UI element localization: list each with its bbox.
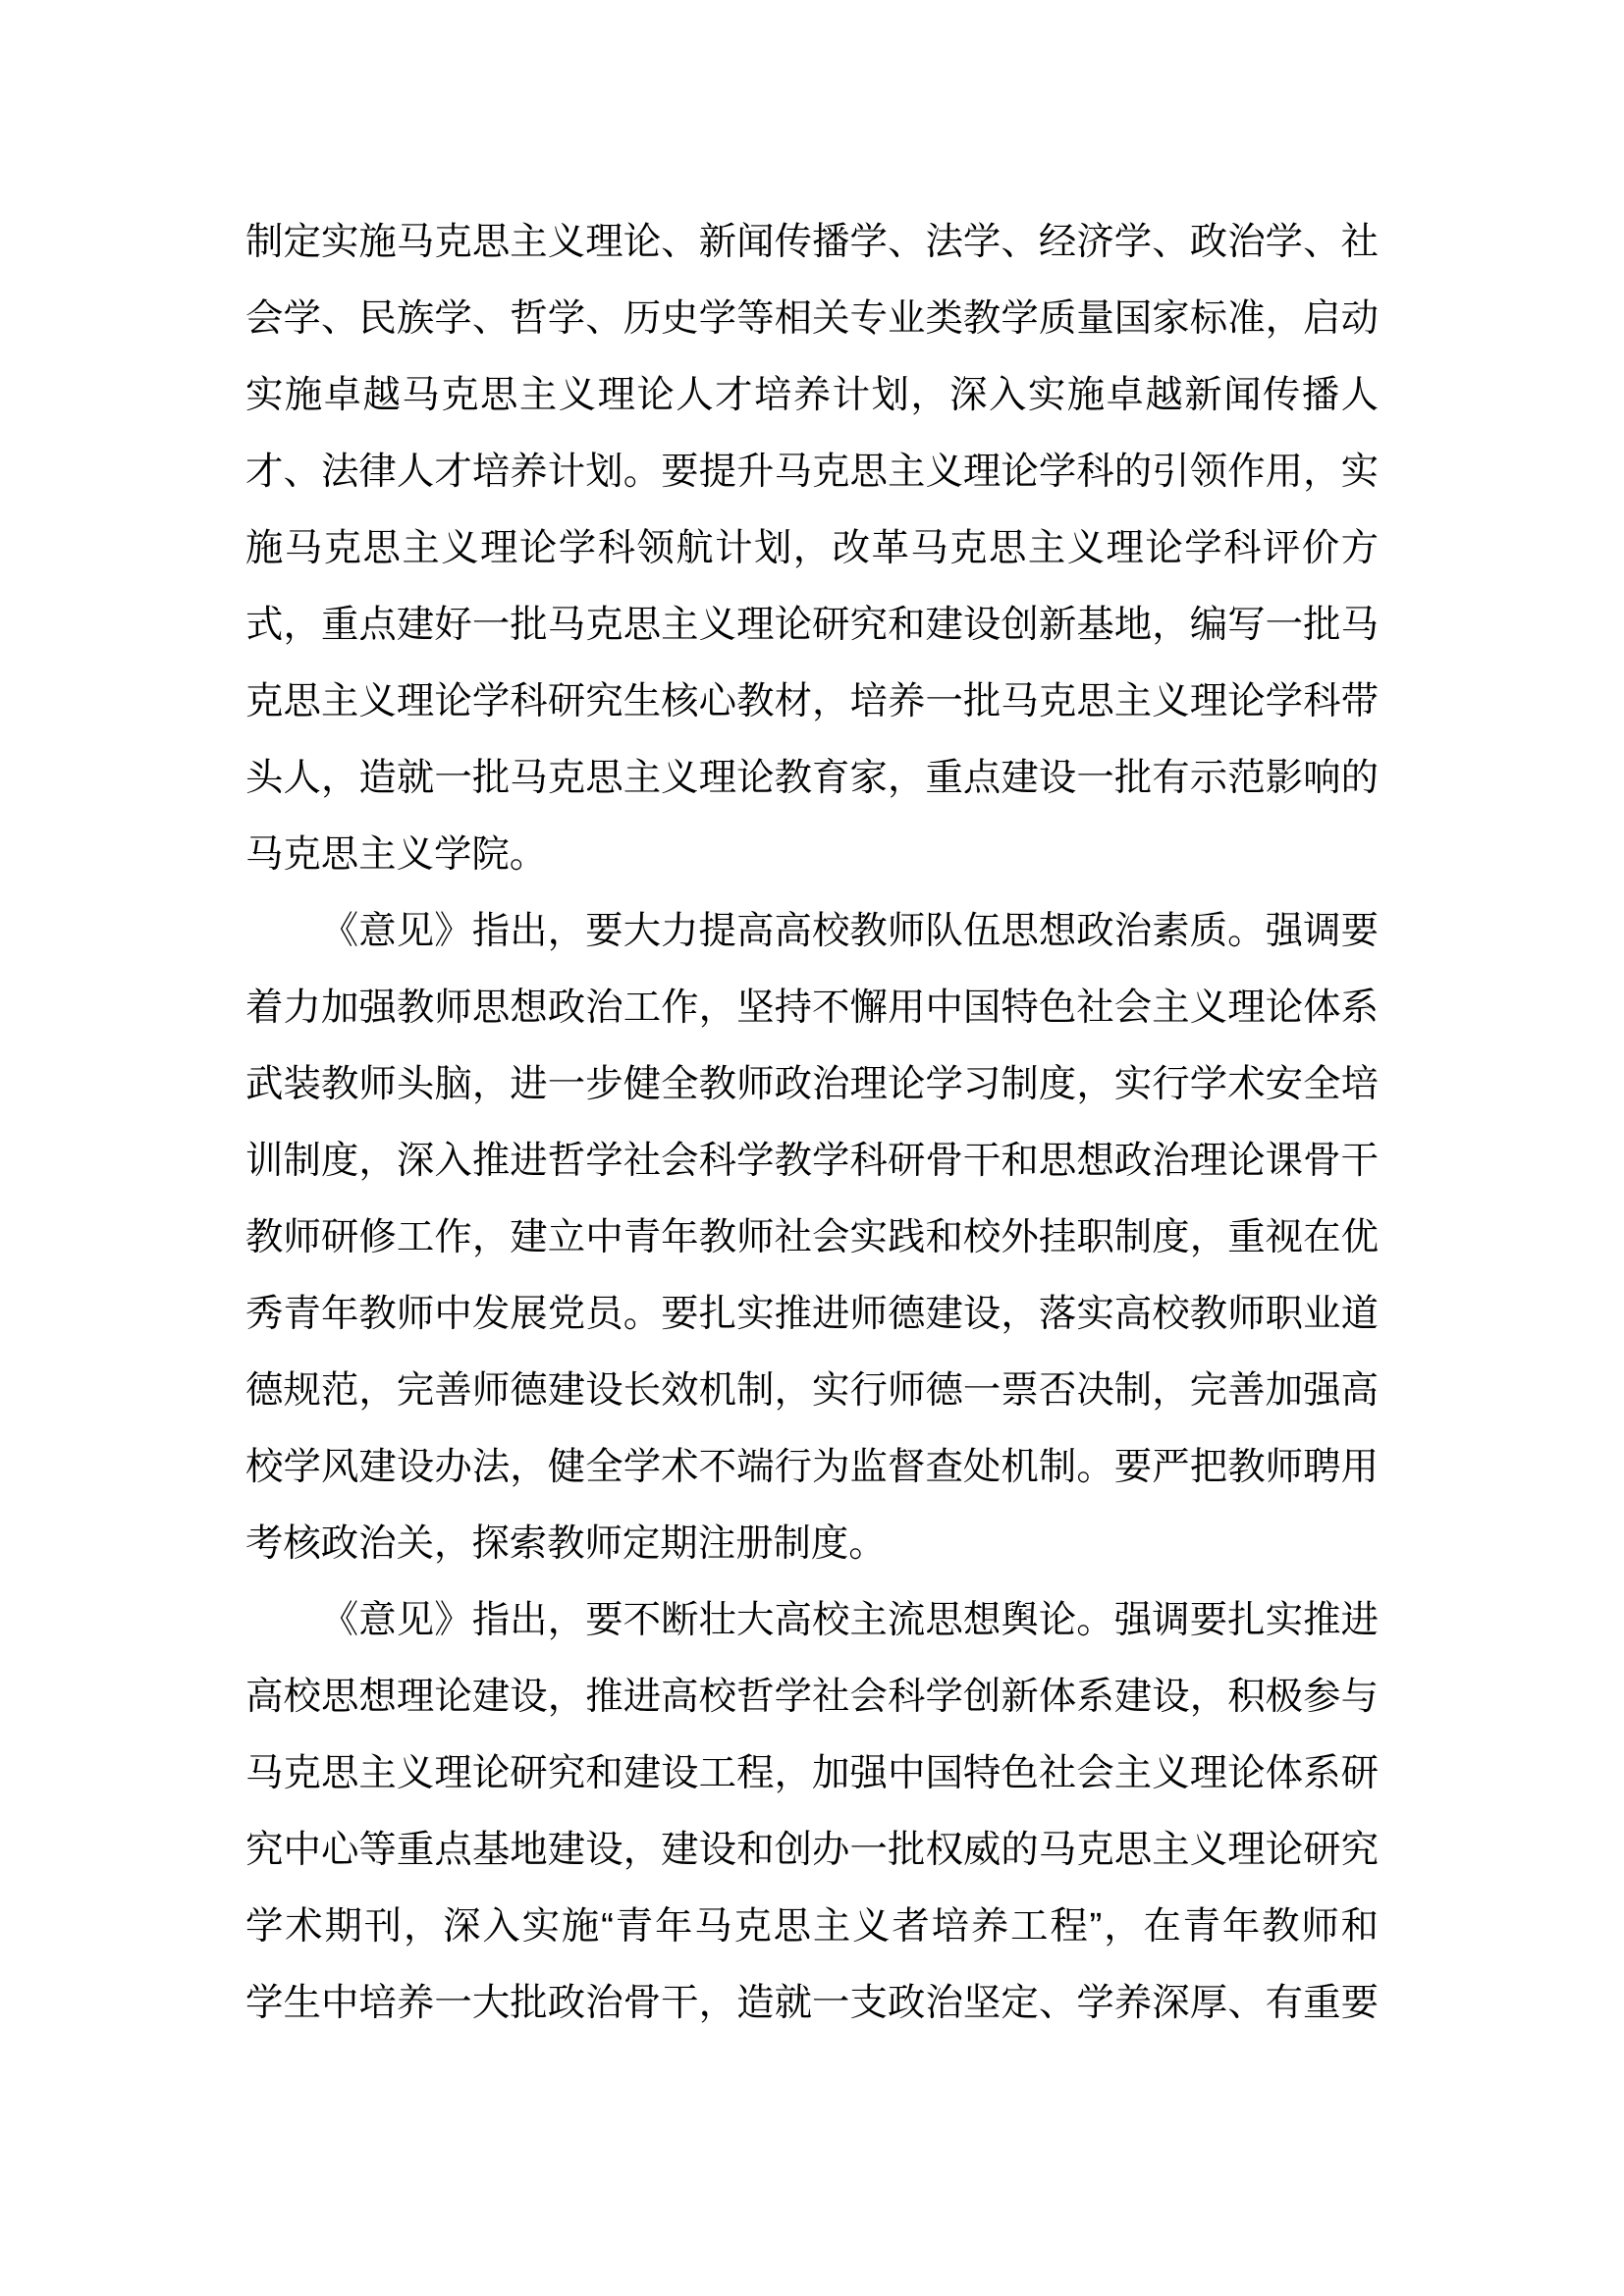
text-line: 德规范，完善师德建设长效机制，实行师德一票否决制，完善加强高 — [245, 1369, 1379, 1412]
text-line: 校学风建设办法，健全学术不端行为监督查处机制。要严把教师聘用 — [245, 1446, 1379, 1488]
text-line: 头人，造就一批马克思主义理论教育家，重点建设一批有示范影响的 — [245, 757, 1379, 799]
text-line: 学术期刊，深入实施“青年马克思主义者培养工程”，在青年教师和 — [245, 1905, 1379, 1948]
text-line: 马克思主义学院。 — [245, 833, 548, 876]
text-line: 着力加强教师思想政治工作，坚持不懈用中国特色社会主义理论体系 — [245, 987, 1379, 1029]
text-line: 武装教师头脑，进一步健全教师政治理论学习制度，实行学术安全培 — [245, 1063, 1379, 1105]
paragraph — [245, 204, 1379, 893]
text-line: 实施卓越马克思主义理论人才培养计划，深入实施卓越新闻传播人 — [245, 374, 1379, 416]
text-line: 克思主义理论学科研究生核心教材，培养一批马克思主义理论学科带 — [245, 680, 1379, 722]
text-line: 施马克思主义理论学科领航计划，改革马克思主义理论学科评价方 — [245, 527, 1379, 569]
text-line: 马克思主义理论研究和建设工程，加强中国特色社会主义理论体系研 — [245, 1752, 1379, 1794]
text-line: 教师研修工作，建立中青年教师社会实践和校外挂职制度，重视在优 — [245, 1216, 1379, 1258]
text-line: 考核政治关，探索教师定期注册制度。 — [245, 1522, 887, 1565]
text-line: 究中心等重点基地建设，建设和创办一批权威的马克思主义理论研究 — [245, 1829, 1379, 1871]
text-line: 会学、民族学、哲学、历史学等相关专业类教学质量国家标准，启动 — [245, 297, 1379, 340]
text-line: 秀青年教师中发展党员。要扎实推进师德建设，落实高校教师职业道 — [245, 1293, 1379, 1335]
text-line: 高校思想理论建设，推进高校哲学社会科学创新体系建设，积极参与 — [245, 1676, 1379, 1718]
text-column — [245, 204, 1379, 2042]
paragraph — [245, 1582, 1379, 2042]
text-line: 制定实施马克思主义理论、新闻传播学、法学、经济学、政治学、社 — [245, 221, 1379, 263]
text-line: 《意见》指出，要大力提高高校教师队伍思想政治素质。强调要 — [320, 910, 1379, 952]
text-line: 学生中培养一大批政治骨干，造就一支政治坚定、学养深厚、有重要 — [245, 1982, 1379, 2024]
text-line: 训制度，深入推进哲学社会科学教学科研骨干和思想政治理论课骨干 — [245, 1140, 1379, 1182]
text-line: 式，重点建好一批马克思主义理论研究和建设创新基地，编写一批马 — [245, 604, 1379, 646]
text-line: 《意见》指出，要不断壮大高校主流思想舆论。强调要扎实推进 — [320, 1599, 1379, 1641]
paragraph — [245, 893, 1379, 1582]
text-line: 才、法律人才培养计划。要提升马克思主义理论学科的引领作用，实 — [245, 451, 1379, 493]
